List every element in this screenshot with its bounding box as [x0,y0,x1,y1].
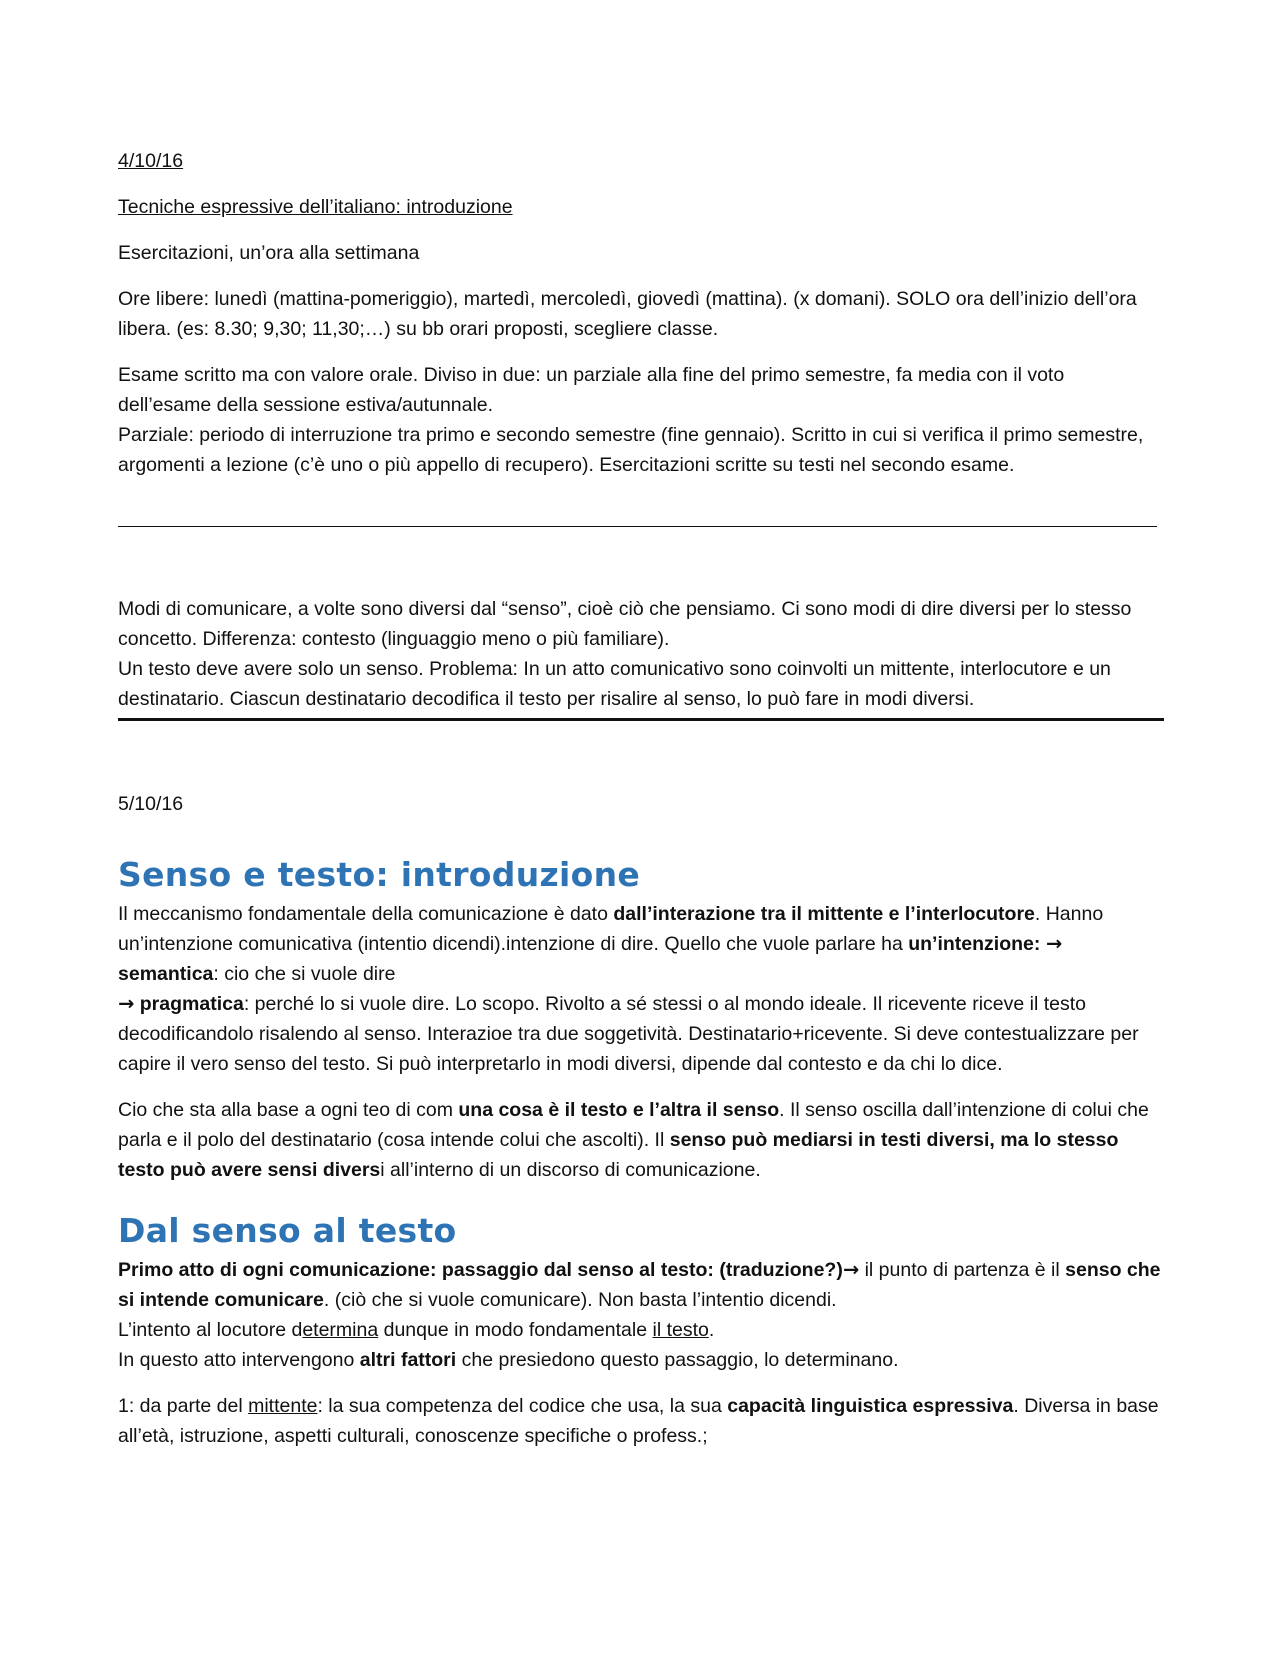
text-span: Cio che sta alla base a ogni teo di com [118,1099,459,1121]
text-span: . (ciò che si vuole comunicare). Non basta l’intentio dicendi. [323,1289,837,1311]
text-span: 1: da parte del [118,1395,249,1417]
lecture-title-1: Tecniche espressive dell’italiano: introduzione [118,196,513,218]
underline-span: etermina [302,1319,379,1341]
paragraph-mittente [118,1391,1162,1451]
arrow-right-icon: → [118,992,135,1015]
paragraph-modi-comunicare [118,594,1162,714]
underline-span: il testo [652,1319,709,1341]
paragraph-ore-libere: Ore libere: lunedì (mattina-pomeriggio), martedì, mercoledì, giovedì (mattina). (x domani). SOLO ora dell’inizio dell’ora libera. (es: 8.30; 9,30; 11,30;…) su bb orari proposti, scegliere classe. [118,288,1137,340]
bold-span: Primo atto di ogni comunicazione: passaggio dal senso al testo: (traduzione?) [118,1259,843,1281]
bold-span: pragmatica [134,993,244,1015]
text-span: : la sua competenza del codice che usa, la sua [317,1395,728,1417]
bold-span: dall’interazione tra il mittente e l’interlocutore [613,903,1035,925]
section-divider [118,718,1164,721]
date-heading-1: 4/10/16 [118,150,184,172]
bold-span: semantica [118,963,214,985]
text-span: L’intento al locutore d [118,1319,303,1341]
text-span: . Hanno un’intenzione comunicativa (intentio dicendi).intenzione di dire. Quello che vuole parlare ha [118,903,1104,955]
paragraph-primo-atto [118,1255,1162,1375]
paragraph-esercitazioni: Esercitazioni, un’ora alla settimana [118,242,420,264]
text-span: dunque in modo fondamentale [378,1319,653,1341]
text-span: . [708,1319,715,1341]
text-span: i all’interno di un discorso di comunicazione. [380,1159,761,1181]
text-span: : perché lo si vuole dire. Lo scopo. Rivolto a sé stessi o al mondo ideale. Il ricevente riceve il testo decodificandolo risalendo al senso. Interazioe tra due soggetività. Destinatario+ricevente. Si deve contestualizzare per capire il vero senso del testo. Si può interpretarlo in modi diversi, dipende dal contesto e da chi lo dice. [118,993,1139,1075]
arrow-right-icon: → [1045,932,1063,955]
text-span: Il meccanismo fondamentale della comunicazione è dato [118,903,614,925]
bold-span: un’intenzione: [908,933,1046,955]
bold-span: una cosa è il testo e l’altra il senso [458,1099,780,1121]
text-span: : cio che si vuole dire [213,963,396,985]
paragraph-esame-line2: Parziale: periodo di interruzione tra primo e secondo semestre (fine gennaio). Scritto in cui si verifica il primo semestre, argomenti a lezione (c’è uno o più appello di recupero). Esercitazioni scritte su testi nel secondo esame. [118,424,1144,476]
underscore-separator [118,508,1157,538]
paragraph-modi-line2: Un testo deve avere solo un senso. Problema: In un atto comunicativo sono coinvolti un mittente, interlocutore e un destinatario. Ciascun destinatario decodifica il testo per risalire al senso, lo può fare in modi diversi. [118,658,1111,710]
paragraph-esame [118,360,1162,480]
text-span: che presiedono questo passaggio, lo determinano. [456,1349,899,1371]
date-heading-2: 5/10/16 [118,793,184,815]
paragraph-base-teoria [118,1095,1162,1185]
text-span: In questo atto intervengono [118,1349,360,1371]
text-span: . Il senso oscilla dall’intenzione di colui che parla e il polo del destinatario (cosa intende colui che ascolti). Il [118,1099,1149,1151]
underline-span: mittente [248,1395,318,1417]
heading-senso-testo: Senso e testo: introduzione [118,855,641,894]
paragraph-esame-line1: Esame scritto ma con valore orale. Diviso in due: un parziale alla fine del primo semestre, fa media con il voto dell’esame della sessione estiva/autunnale. [118,364,1065,416]
bold-span: altri fattori [359,1349,457,1371]
text-span: il punto di partenza è il [859,1259,1066,1281]
arrow-right-icon: → [842,1258,860,1281]
bold-span: senso che si intende comunicare [118,1259,1161,1311]
bold-span: senso può mediarsi in testi diversi, ma lo stesso testo può avere sensi divers [118,1129,1119,1181]
text-span: . Diversa in base all’età, istruzione, aspetti culturali, conoscenze specifiche o profess.; [118,1395,1159,1447]
paragraph-meccanismo [118,899,1162,1079]
heading-dal-senso: Dal senso al testo [118,1211,457,1250]
paragraph-modi-line1: Modi di comunicare, a volte sono diversi dal “senso”, cioè ciò che pensiamo. Ci sono modi di dire diversi per lo stesso concetto. Differenza: contesto (linguaggio meno o più familiare). [118,598,1132,650]
bold-span: capacità linguistica espressiva [727,1395,1014,1417]
